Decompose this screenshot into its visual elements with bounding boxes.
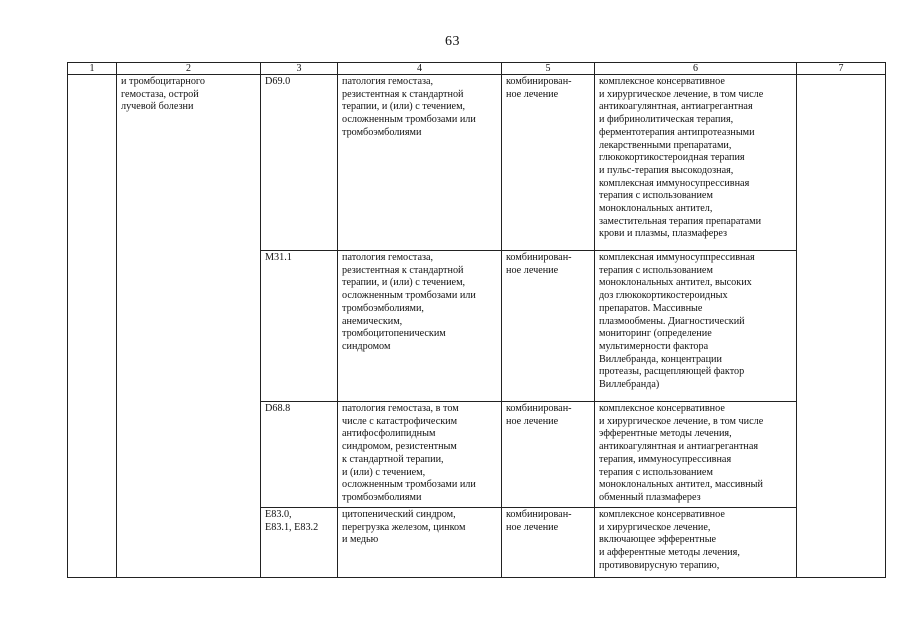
header-col-7: 7 [797,63,886,75]
code-cell: D68.8 [261,402,338,508]
code-cell: M31.1 [261,251,338,402]
treatment-type-cell: комбинирован- ное лечение [502,508,595,578]
header-col-5: 5 [502,63,595,75]
table-row [68,75,886,251]
treatment-type-cell: комбинирован- ное лечение [502,75,595,251]
patient-model-cell: патология гемостаза, резистентная к стандартной терапии, и (или) с течением, осложненным тромбозами или тромбоэмболиями, анемическим, тромбоцитопеническим синдромом [338,251,502,402]
group-name-cell [117,75,261,578]
header-col-4: 4 [338,63,502,75]
treatment-type-cell: комбинирован- ное лечение [502,251,595,402]
code-cell: E83.0, E83.1, E83.2 [261,508,338,578]
method-cell: комплексное консервативное и хирургическое лечение, включающее эфферентные и афферентные методы лечения, противовирусную терапию, [595,508,797,578]
group-col7-cell [797,75,886,578]
patient-model-cell: цитопенический синдром, перегрузка железом, цинком и медью [338,508,502,578]
patient-model-cell: патология гемостаза, резистентная к стандартной терапии, и (или) с течением, осложненным тромбозами или тромбоэмболиями [338,75,502,251]
patient-model-cell: патология гемостаза, в том числе с катастрофическим антифосфолипидным синдромом, резистентным к стандартной терапии, и (или) с течением, осложненным тромбозами или тромбоэмболиями [338,402,502,508]
header-col-1: 1 [68,63,117,75]
treatment-table [67,62,886,578]
method-cell: комплексное консервативное и хирургическое лечение, в том числе эфферентные методы лечения, антикоагулянтная и антиагрегантная терапия, иммуносупрессивная терапия с использованием моноклональных антител, массивный обменный плазмаферез [595,402,797,508]
group-number-cell [68,75,117,578]
header-row [68,63,886,75]
header-col-3: 3 [261,63,338,75]
header-col-6: 6 [595,63,797,75]
code-cell: D69.0 [261,75,338,251]
header-col-2: 2 [117,63,261,75]
method-cell: комплексное консервативное и хирургическое лечение, в том числе антикоагулянтная, антиагрегантная и фибринолитическая терапия, ферментотерапия антипротеазными лекарственными препаратами, глюкокортикостероидная терапия и пульс-терапия высокодозная, комплексная иммуносупрессивная терапия с использованием моноклональных антител, заместительная терапия препаратами крови и плазмы, плазмаферез [595,75,797,251]
method-cell: комплексная иммуносуппрессивная терапия с использованием моноклональных антител, высоких доз глюкокортикостероидных препаратов. Массивные плазмообмены. Диагностический мониторинг (определение мультимерности фактора Виллебранда, концентрации протеазы, расщепляющей фактор Виллебранда) [595,251,797,402]
group-name: и тромбоцитарного гемостаза, острой лучевой болезни [121,76,205,113]
page-number: 63 [445,34,460,49]
treatment-type-cell: комбинирован- ное лечение [502,402,595,508]
